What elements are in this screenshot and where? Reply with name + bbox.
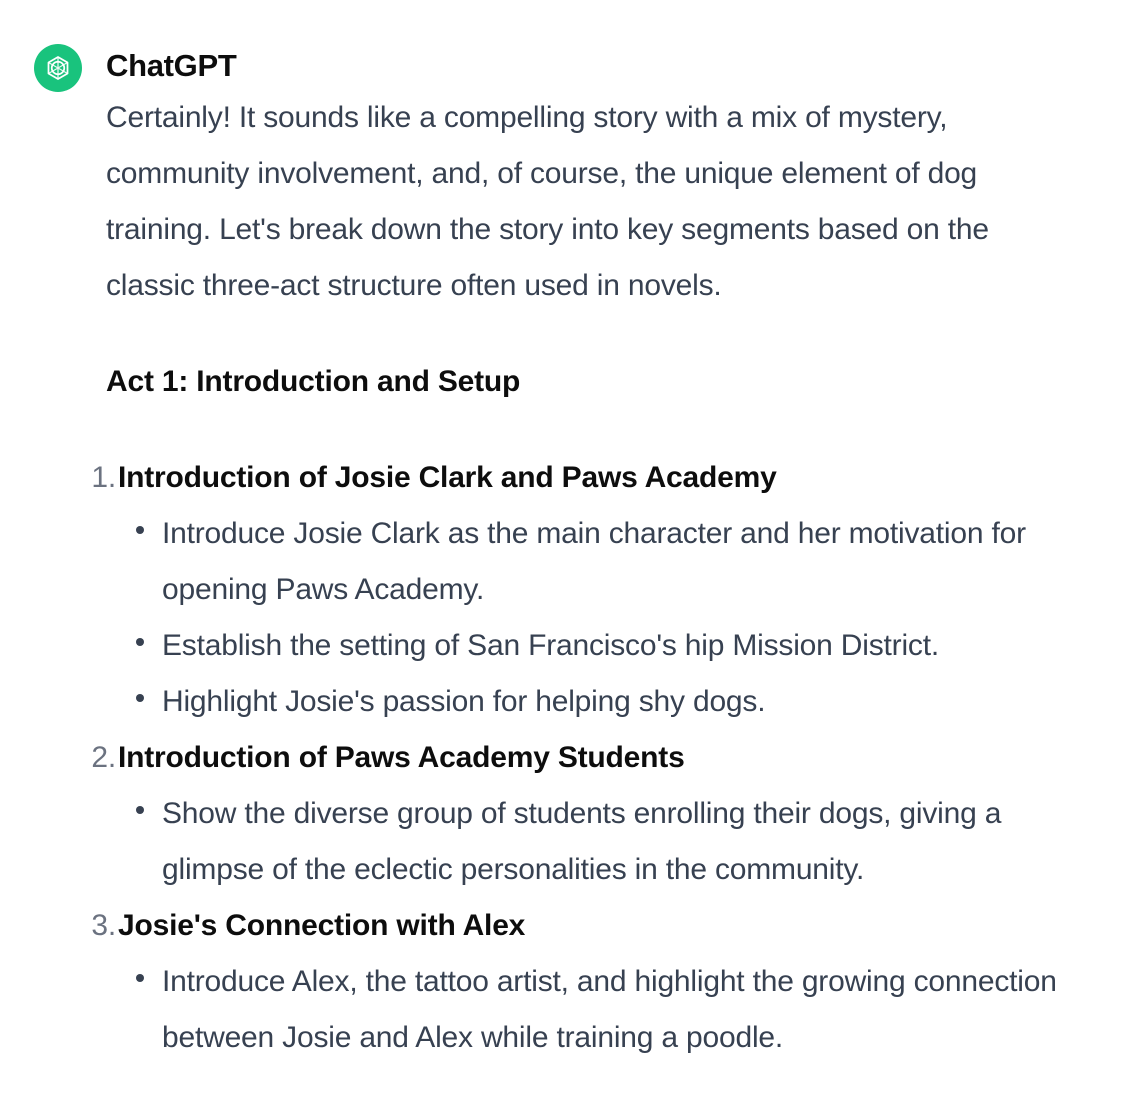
list-item: [162, 506, 1106, 618]
section-list: [18, 450, 1106, 1066]
section-item: [18, 898, 1106, 1066]
bullet-icon: [136, 974, 144, 982]
bullet-list: [118, 786, 1106, 898]
bullet-list: [118, 506, 1106, 730]
list-item: [162, 674, 1106, 730]
bullet-icon: [136, 806, 144, 814]
openai-logo-icon: [43, 53, 73, 83]
list-item-text: Highlight Josie's passion for helping shy dogs.: [162, 685, 766, 718]
avatar: [34, 44, 82, 92]
intro-paragraph: Certainly! It sounds like a compelling story with a mix of mystery, community involvement, and, of course, the unique element of dog training. Let's break down the story into key segments based on the classic three-act structure often used in novels.: [106, 101, 989, 302]
section-number: 1.: [91, 461, 116, 494]
list-item-text: Show the diverse group of students enrolling their dogs, giving a glimpse of the eclectic personalities in the community.: [162, 797, 1002, 886]
list-item-text: Introduce Alex, the tattoo artist, and highlight the growing connection between Josie and Alex while training a poodle.: [162, 965, 1057, 1054]
list-item-text: Establish the setting of San Francisco's hip Mission District.: [162, 629, 939, 662]
list-item: [162, 954, 1106, 1066]
message-author: ChatGPT: [106, 48, 237, 83]
list-item: [162, 618, 1106, 674]
section-number: 3.: [91, 909, 116, 942]
message-content: [91, 90, 1106, 1066]
section-title: Introduction of Josie Clark and Paws Academy: [118, 461, 777, 494]
section-title: Introduction of Paws Academy Students: [118, 741, 685, 774]
list-item-text: Introduce Josie Clark as the main character and her motivation for opening Paws Academy.: [162, 517, 1026, 606]
bullet-icon: [136, 694, 144, 702]
section-title: Josie's Connection with Alex: [118, 909, 526, 942]
section-item: [18, 730, 1106, 898]
section-item: [18, 450, 1106, 730]
act-heading: Act 1: Introduction and Setup: [106, 365, 521, 398]
list-item: [162, 786, 1106, 898]
section-number: 2.: [91, 741, 116, 774]
bullet-icon: [136, 638, 144, 646]
bullet-icon: [136, 526, 144, 534]
bullet-list: [118, 954, 1106, 1066]
